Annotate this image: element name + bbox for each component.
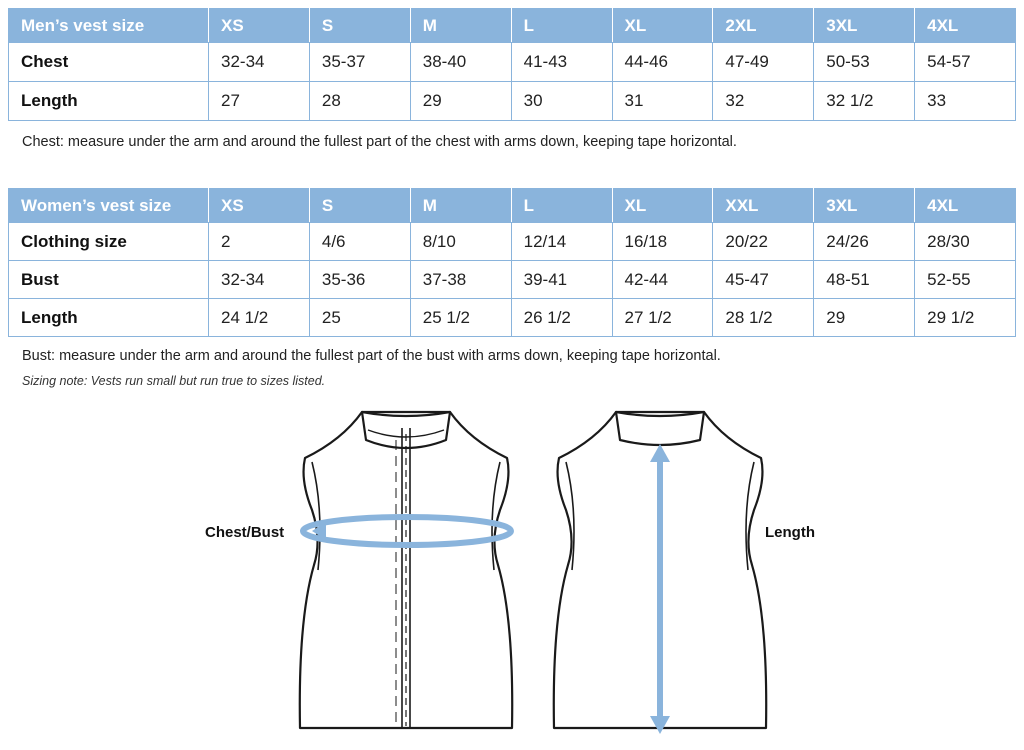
womens-header-cell: 4XL xyxy=(915,189,1016,223)
table-cell: 27 xyxy=(209,82,310,121)
table-cell: 35-37 xyxy=(309,43,410,82)
womens-header-cell: XS xyxy=(209,189,310,223)
mens-size-table xyxy=(8,8,1016,121)
row-label: Length xyxy=(9,82,209,121)
length-label: Length xyxy=(765,524,815,541)
mens-measure-note: Chest: measure under the arm and around the fullest part of the chest with arms down, keeping tape horizontal. xyxy=(22,134,737,150)
table-cell: 32-34 xyxy=(209,43,310,82)
womens-header-cell: S xyxy=(309,189,410,223)
table-cell: 44-46 xyxy=(612,43,713,82)
table-cell: 28/30 xyxy=(915,223,1016,261)
table-row xyxy=(9,299,1016,337)
table-cell: 28 xyxy=(309,82,410,121)
front-vest-illustration xyxy=(300,412,512,728)
table-cell: 26 1/2 xyxy=(511,299,612,337)
table-row xyxy=(9,43,1016,82)
row-label: Chest xyxy=(9,43,209,82)
mens-header-cell: L xyxy=(511,9,612,43)
table-cell: 30 xyxy=(511,82,612,121)
womens-header-cell: Women’s vest size xyxy=(9,189,209,223)
table-cell: 48-51 xyxy=(814,261,915,299)
table-cell: 35-36 xyxy=(309,261,410,299)
mens-header-cell: 4XL xyxy=(915,9,1016,43)
table-row xyxy=(9,82,1016,121)
table-cell: 32 xyxy=(713,82,814,121)
table-cell: 16/18 xyxy=(612,223,713,261)
table-cell: 37-38 xyxy=(410,261,511,299)
mens-header-cell: XL xyxy=(612,9,713,43)
womens-header-cell: L xyxy=(511,189,612,223)
womens-header-cell: XL xyxy=(612,189,713,223)
table-cell: 27 1/2 xyxy=(612,299,713,337)
vest-measure-diagram xyxy=(0,400,1024,750)
table-cell: 47-49 xyxy=(713,43,814,82)
table-cell: 8/10 xyxy=(410,223,511,261)
table-cell: 25 1/2 xyxy=(410,299,511,337)
front-vest-collar xyxy=(362,412,450,448)
mens-header-cell: 2XL xyxy=(713,9,814,43)
table-cell: 52-55 xyxy=(915,261,1016,299)
womens-header-cell: 3XL xyxy=(814,189,915,223)
row-label: Clothing size xyxy=(9,223,209,261)
table-cell: 4/6 xyxy=(309,223,410,261)
table-cell: 29 xyxy=(814,299,915,337)
table-cell: 25 xyxy=(309,299,410,337)
table-row xyxy=(9,261,1016,299)
table-cell: 24 1/2 xyxy=(209,299,310,337)
table-cell: 38-40 xyxy=(410,43,511,82)
table-cell: 24/26 xyxy=(814,223,915,261)
table-cell: 31 xyxy=(612,82,713,121)
mens-header-row xyxy=(9,9,1016,43)
mens-header-cell: S xyxy=(309,9,410,43)
womens-size-table xyxy=(8,188,1016,337)
table-row xyxy=(9,223,1016,261)
womens-header-cell: XXL xyxy=(713,189,814,223)
table-cell: 29 1/2 xyxy=(915,299,1016,337)
row-label: Bust xyxy=(9,261,209,299)
mens-header-cell: Men’s vest size xyxy=(9,9,209,43)
table-cell: 29 xyxy=(410,82,511,121)
table-cell: 32 1/2 xyxy=(814,82,915,121)
table-cell: 50-53 xyxy=(814,43,915,82)
table-cell: 12/14 xyxy=(511,223,612,261)
table-cell: 42-44 xyxy=(612,261,713,299)
table-cell: 54-57 xyxy=(915,43,1016,82)
table-cell: 2 xyxy=(209,223,310,261)
table-cell: 32-34 xyxy=(209,261,310,299)
table-cell: 33 xyxy=(915,82,1016,121)
table-cell: 41-43 xyxy=(511,43,612,82)
chest-bust-label: Chest/Bust xyxy=(205,524,285,541)
table-cell: 45-47 xyxy=(713,261,814,299)
womens-header-cell: M xyxy=(410,189,511,223)
mens-header-cell: 3XL xyxy=(814,9,915,43)
back-vest-collar xyxy=(616,412,704,445)
womens-header-row xyxy=(9,189,1016,223)
womens-measure-note: Bust: measure under the arm and around the fullest part of the bust with arms down, keeping tape horizontal. xyxy=(22,348,721,364)
sizing-note: Sizing note: Vests run small but run true to sizes listed. xyxy=(22,374,326,388)
row-label: Length xyxy=(9,299,209,337)
table-cell: 39-41 xyxy=(511,261,612,299)
table-cell: 20/22 xyxy=(713,223,814,261)
mens-header-cell: M xyxy=(410,9,511,43)
mens-header-cell: XS xyxy=(209,9,310,43)
table-cell: 28 1/2 xyxy=(713,299,814,337)
